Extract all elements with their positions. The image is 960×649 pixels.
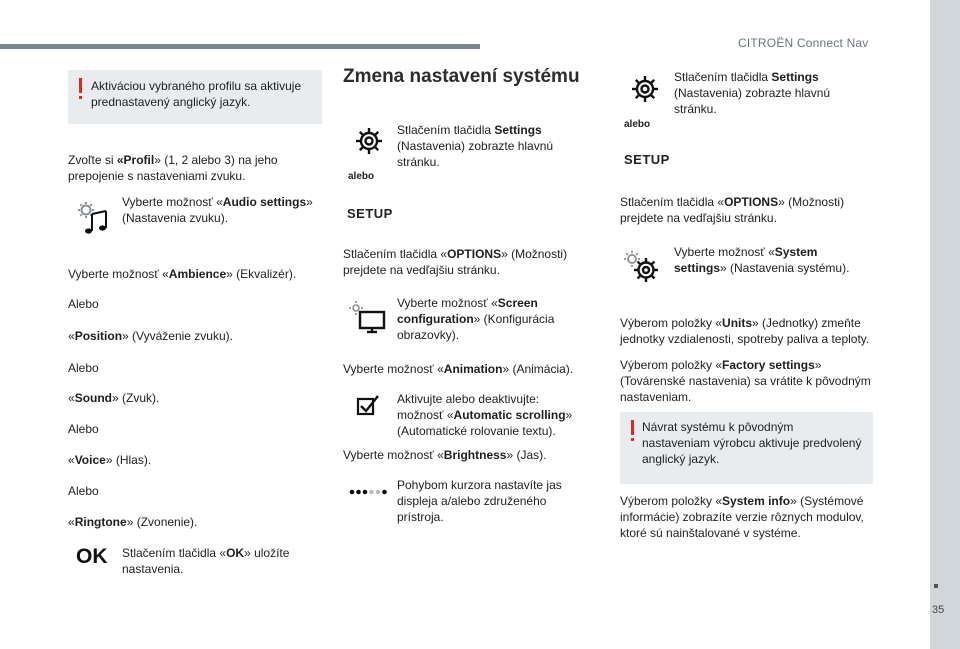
or-text: Alebo [68, 297, 99, 311]
cursor-brightness-text: Pohybom kurzora nastavíte jas displeja a/alebo združeného prístroja. [397, 478, 562, 524]
warning-icon [78, 78, 84, 100]
ambience-text: Vyberte možnosť «Ambience» (Ekvalizér). [68, 267, 297, 281]
page-number: 35 [932, 604, 945, 616]
settings-text: Stlačením tlačidla Settings (Nastavenia) zobrazte hlavnú stránku. [397, 123, 554, 169]
warning-box-profile [68, 70, 322, 124]
brand-title: CITROËN Connect Nav [738, 36, 869, 50]
audio-settings-text: Vyberte možnosť «Audio settings» (Nastavenia zvuku). [122, 195, 313, 225]
warning-text: Návrat systému k pôvodným nastaveniam výrobcu aktivuje predvolený anglický jazyk. [642, 420, 862, 466]
or-text: Alebo [68, 484, 99, 498]
warning-icon [630, 420, 636, 442]
screen-config-text: Vyberte možnosť «Screen configuration» (Konfigurácia obrazovky). [397, 296, 555, 342]
brightness-text: Vyberte možnosť «Brightness» (Jas). [343, 448, 547, 462]
units-text: Výberom položky «Units» (Jednotky) zmeňte jednotky vzdialenosti, spotreby paliva a teploty. [620, 316, 870, 346]
setup-button-label: SETUP [347, 206, 393, 221]
page-side-strip [930, 0, 960, 649]
header-rule [0, 44, 480, 49]
or-label: alebo [624, 119, 651, 130]
ringtone-text: «Ringtone» (Zvonenie). [68, 515, 198, 529]
or-text: Alebo [68, 422, 99, 436]
system-info-text: Výberom položky «System info» (Systémové informácie) zobrazíte verzie rôznych modulov, ktoré sú nainštalované v systéme. [620, 494, 864, 540]
or-text: Alebo [68, 361, 99, 375]
ok-save-text: Stlačením tlačidla «OK» uložíte nastavenia. [122, 546, 290, 576]
ok-button-label: OK [76, 545, 108, 568]
settings-text: Stlačením tlačidla Settings (Nastavenia) zobrazte hlavnú stránku. [674, 70, 831, 116]
warning-text: Aktiváciou vybraného profilu sa aktivuje prednastavený anglický jazyk. [91, 79, 302, 109]
section-title: Zmena nastavení systému [343, 66, 580, 87]
position-text: «Position» (Vyváženie zvuku). [68, 329, 233, 343]
system-settings-text: Vyberte možnosť «System settings» (Nastavenia systému). [674, 245, 850, 275]
auto-scroll-text: Aktivujte alebo deaktivujte: možnosť «Automatic scrolling» (Automatické rolovanie textu). [397, 392, 573, 438]
options-text: Stlačením tlačidla «OPTIONS» (Možnosti) prejdete na vedľajšiu stránku. [620, 195, 845, 225]
screen-config-icon [348, 300, 386, 334]
system-settings-icon [622, 249, 662, 285]
sound-text: «Sound» (Zvuk). [68, 391, 160, 405]
warning-box-factory [620, 412, 873, 484]
audio-settings-icon [76, 200, 110, 236]
animation-text: Vyberte možnosť «Animation» (Animácia). [343, 362, 574, 376]
options-text: Stlačením tlačidla «OPTIONS» (Možnosti) prejdete na vedľajšiu stránku. [343, 247, 568, 277]
brightness-slider-icon [348, 487, 388, 497]
page-marker [934, 584, 938, 588]
checkbox-icon [356, 393, 380, 417]
settings-gear-icon [630, 74, 660, 104]
choose-profile-text: Zvoľte si «Profil» (1, 2 alebo 3) na jeho prepojenie s nastaveniami zvuku. [68, 153, 278, 183]
setup-button-label: SETUP [624, 152, 670, 167]
or-label: alebo [348, 171, 375, 182]
settings-gear-icon [354, 126, 384, 156]
voice-text: «Voice» (Hlas). [68, 453, 152, 467]
factory-settings-text: Výberom položky «Factory settings» (Továrenské nastavenia) sa vrátite k pôvodným nastaveniam. [620, 358, 871, 404]
